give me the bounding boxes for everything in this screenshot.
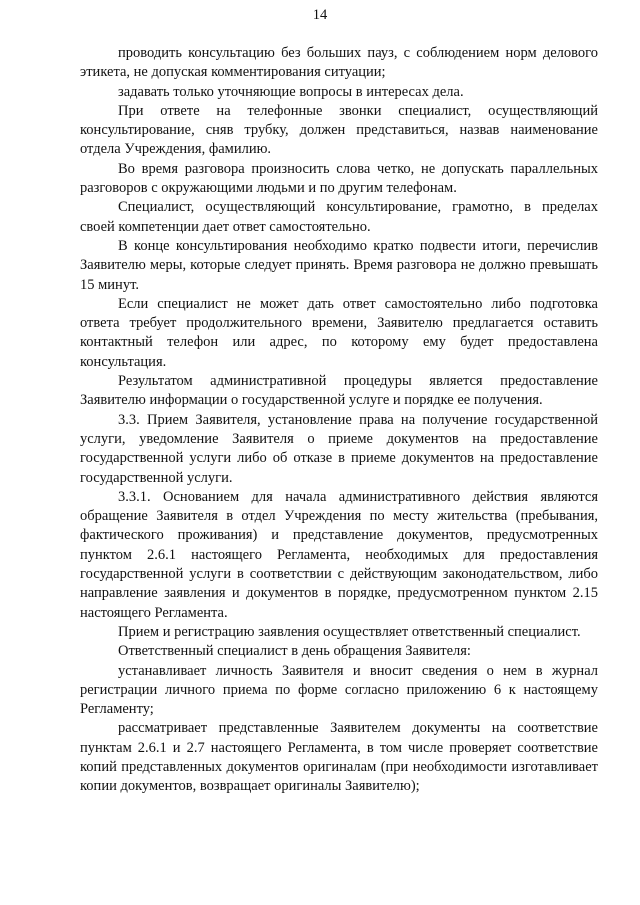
paragraph: рассматривает представленные Заявителем документы на соответствие пунктам 2.6.1 и 2.7 настоящего Регламента, в том числе проверяет соответствие копий представленных документов оригиналам (при необходимости изготавливает копии документов, возвращает оригиналы Заявителю); xyxy=(80,720,598,795)
paragraph: устанавливает личность Заявителя и вносит сведения о нем в журнал регистрации личного приема по форме согласно приложению 6 к настоящему Регламенту; xyxy=(80,662,598,718)
paragraph: Во время разговора произносить слова четко, не допускать параллельных разговоров с окружающими людьми и по другим телефонам. xyxy=(80,160,598,197)
section-heading-3-3: 3.3. Прием Заявителя, установление права на получение государственной услуги, уведомление Заявителя о приеме документов на предоставление государственной услуги либо об отказе в приеме документов на предоставление государственной услуги. xyxy=(80,411,598,486)
paragraph: В конце консультирования необходимо кратко подвести итоги, перечислив Заявителю меры, которые следует принять. Время разговора не должно превышать 15 минут. xyxy=(80,237,598,293)
section-paragraph-3-3-1: 3.3.1. Основанием для начала административного действия являются обращение Заявителя в отдел Учреждения по месту жительства (пребывания, фактического проживания) и представление документов, предусмотренных пунктом 2.6.1 настоящего Регламента, необходимых для предоставления государственной услуги в соответствии с действующим законодательством, либо направление заявления и документов в порядке, предусмотренном пунктом 2.15 настоящего Регламента. xyxy=(80,488,598,621)
paragraph: Ответственный специалист в день обращения Заявителя: xyxy=(118,643,471,660)
paragraph: При ответе на телефонные звонки специалист, осуществляющий консультирование, сняв трубку, должен представиться, назвав наименование отдела Учреждения, фамилию. xyxy=(80,102,598,158)
paragraph: проводить консультацию без больших пауз, с соблюдением норм делового этикета, не допуская комментирования ситуации; xyxy=(80,45,598,81)
paragraph: Результатом административной процедуры является предоставление Заявителю информации о государственной услуге и порядке ее получения. xyxy=(80,373,598,409)
page-number: 14 xyxy=(312,7,328,23)
paragraph: Специалист, осуществляющий консультирование, грамотно, в пределах своей компетенции дает ответ самостоятельно. xyxy=(80,199,598,235)
paragraph: Прием и регистрацию заявления осуществляет ответственный специалист. xyxy=(118,623,581,640)
document-body xyxy=(80,44,598,797)
paragraph: задавать только уточняющие вопросы в интересах дела. xyxy=(118,83,464,100)
paragraph: Если специалист не может дать ответ самостоятельно либо подготовка ответа требует продолжительного времени, Заявителю предлагается оставить контактный телефон или адрес, по которому ему будет предоставлена консультация. xyxy=(80,295,598,370)
